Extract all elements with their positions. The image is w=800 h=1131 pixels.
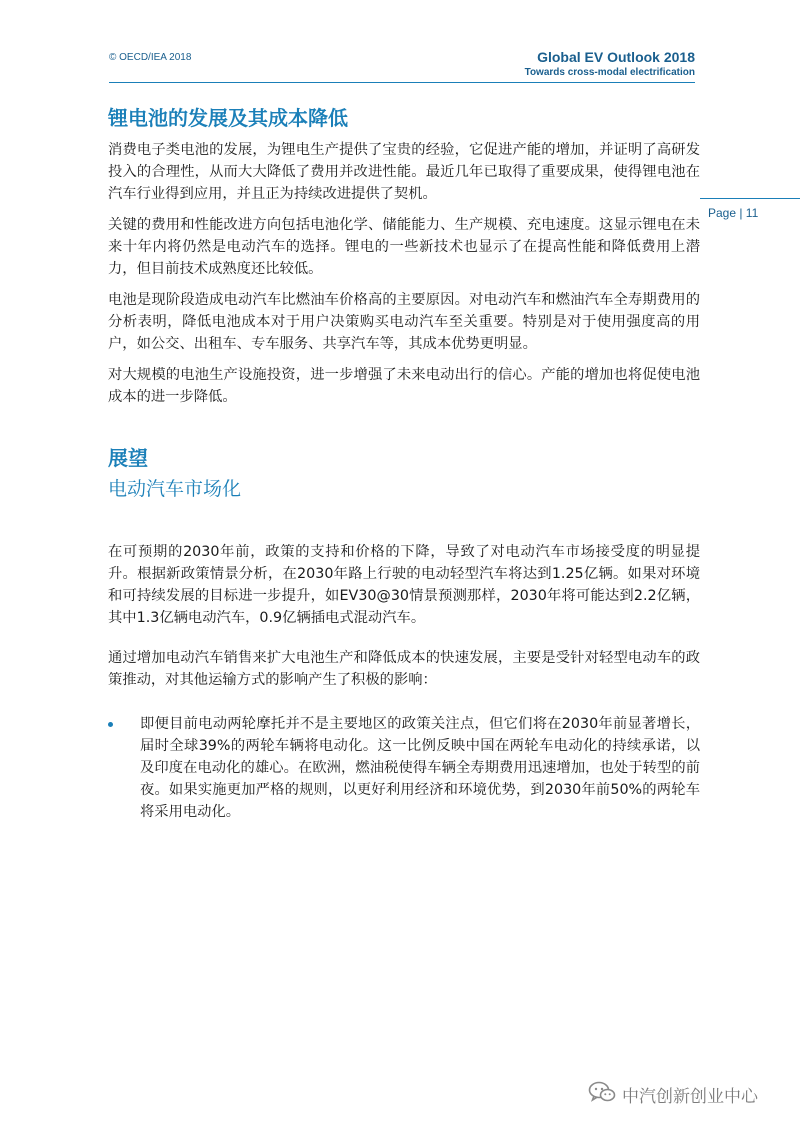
wechat-icon bbox=[588, 1080, 616, 1108]
bullet-item bbox=[108, 713, 700, 823]
paragraph: 关键的费用和性能改进方向包括电池化学、储能能力、生产规模、充电速度。这显示锂电在未来十年内将仍然是电动汽车的选择。锂电的一些新技术也显示了在提高性能和降低费用上潜力，但目前技术成熟度还比较低。 bbox=[108, 217, 700, 277]
paragraph: 在可预期的2030年前，政策的支持和价格的下降，导致了对电动汽车市场接受度的明显提升。根据新政策情景分析，在2030年路上行驶的电动轻型汽车将达到1.25亿辆。如果对环境和可持续发展的目标进一步提升，如EV30@30情景预测那样，2030年将可能达到2.2亿辆，其中1.3亿辆电动汽车，0.9亿辆插电式混动汽车。 bbox=[108, 544, 700, 626]
watermark-text: 中汽创新创业中心 bbox=[622, 1086, 758, 1107]
header-rule bbox=[109, 82, 695, 83]
page-content bbox=[108, 103, 700, 832]
subsection-heading-market: 电动汽车市场化 bbox=[108, 478, 242, 500]
section-heading-batteries: 锂电池的发展及其成本降低 bbox=[108, 106, 348, 130]
copyright-text: © OECD/IEA 2018 bbox=[109, 52, 192, 63]
paragraph: 电池是现阶段造成电动汽车比燃油车价格高的主要原因。对电动汽车和燃油汽车全寿期费用的分析表明，降低电池成本对于用户决策购买电动汽车至关重要。特别是对于使用强度高的用户，如公交、出租车、专车服务、共享汽车等，其成本优势更明显。 bbox=[108, 292, 700, 352]
report-subtitle: Towards cross-modal electrification bbox=[524, 67, 695, 78]
paragraph: 通过增加电动汽车销售来扩大电池生产和降低成本的快速发展，主要是受针对轻型电动车的政策推动，对其他运输方式的影响产生了积极的影响： bbox=[108, 650, 700, 688]
watermark bbox=[588, 1078, 758, 1110]
page-tab bbox=[700, 198, 800, 227]
bullet-dot-icon bbox=[108, 722, 113, 727]
section-heading-outlook: 展望 bbox=[108, 446, 148, 470]
paragraph: 消费电子类电池的发展，为锂电生产提供了宝贵的经验，它促进产能的增加，并证明了高研发投入的合理性，从而大大降低了费用并改进性能。最近几年已取得了重要成果，使得锂电池在汽车行业得到应用，并且正为持续改进提供了契机。 bbox=[108, 142, 700, 202]
report-title: Global EV Outlook 2018 bbox=[537, 49, 695, 65]
report-header bbox=[525, 48, 695, 80]
bullet-text: 即便目前电动两轮摩托并不是主要地区的政策关注点，但它们将在2030年前显著增长，届时全球39%的两轮车辆将电动化。这一比例反映中国在两轮车电动化的持续承诺，以及印度在电动化的雄心。在欧洲，燃油税使得车辆全寿期费用迅速增加，也处于转型的前夜。如果实施更加严格的规则，以更好利用经济和环境优势，到2030年前50%的两轮车将采用电动化。 bbox=[140, 716, 700, 820]
page-number: Page | 11 bbox=[708, 206, 759, 220]
paragraph: 对大规模的电池生产设施投资，进一步增强了未来电动出行的信心。产能的增加也将促使电池成本的进一步降低。 bbox=[108, 367, 700, 405]
